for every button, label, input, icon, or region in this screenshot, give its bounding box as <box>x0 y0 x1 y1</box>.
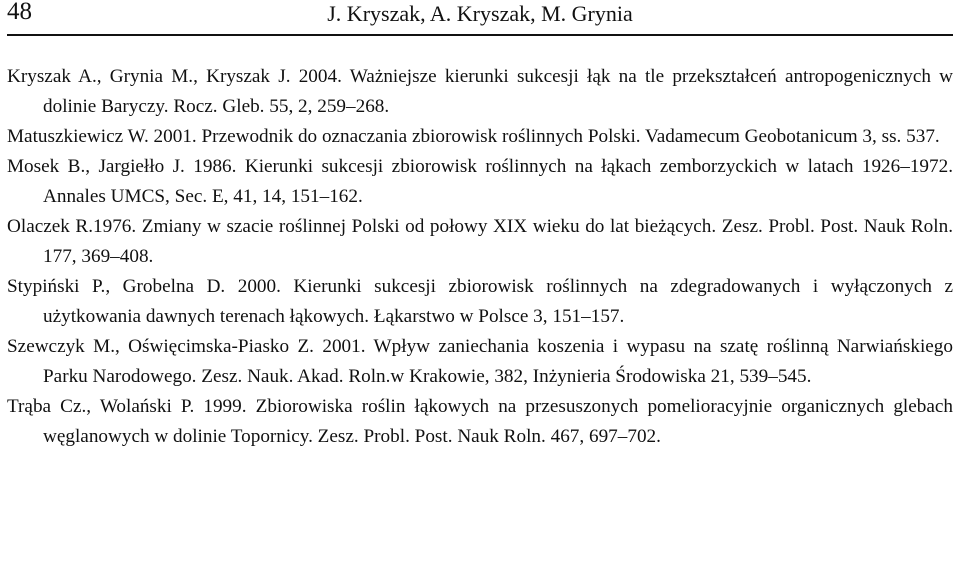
reference-list <box>7 62 953 452</box>
reference-entry-mosek: Mosek B., Jargiełło J. 1986. Kierunki sukcesji zbiorowisk roślinnych na łąkach zemborzyckich w latach 1926–1972. Annales UMCS, Sec. E, 41, 14, 151–162. <box>7 156 953 207</box>
reference-entry-kryszak: Kryszak A., Grynia M., Kryszak J. 2004. Ważniejsze kierunki sukcesji łąk na tle przekształceń antropogenicznych w dolinie Baryczy. Rocz. Gleb. 55, 2, 259–268. <box>7 66 953 117</box>
reference-entry-traba: Trąba Cz., Wolański P. 1999. Zbiorowiska roślin łąkowych na przesuszonych pomelioracyjnie organicznych glebach węglanowych w dolinie Topornicy. Zesz. Probl. Post. Nauk Roln. 467, 697–702. <box>7 396 953 447</box>
page-number: 48 <box>7 0 32 25</box>
reference-entry-szewczyk: Szewczyk M., Oświęcimska-Piasko Z. 2001. Wpływ zaniechania koszenia i wypasu na szatę roślinną Narwiańskiego Parku Narodowego. Zesz. Nauk. Akad. Roln.w Krakowie, 382, Inżynieria Środowiska 21, 539–545. <box>7 336 953 387</box>
header-rule <box>7 34 953 36</box>
reference-entry-matuszkiewicz: Matuszkiewicz W. 2001. Przewodnik do oznaczania zbiorowisk roślinnych Polski. Vadamecum Geobotanicum 3, ss. 537. <box>7 126 940 147</box>
reference-entry-olaczek: Olaczek R.1976. Zmiany w szacie roślinnej Polski od połowy XIX wieku do lat bieżących. Zesz. Probl. Post. Nauk Roln. 177, 369–408. <box>7 216 953 267</box>
reference-entry-stypinski: Stypiński P., Grobelna D. 2000. Kierunki sukcesji zbiorowisk roślinnych na zdegradowanych i wyłączonych z użytkowania dawnych terenach łąkowych. Łąkarstwo w Polsce 3, 151–157. <box>7 276 953 327</box>
running-header-authors: J. Kryszak, A. Kryszak, M. Grynia <box>327 1 633 26</box>
